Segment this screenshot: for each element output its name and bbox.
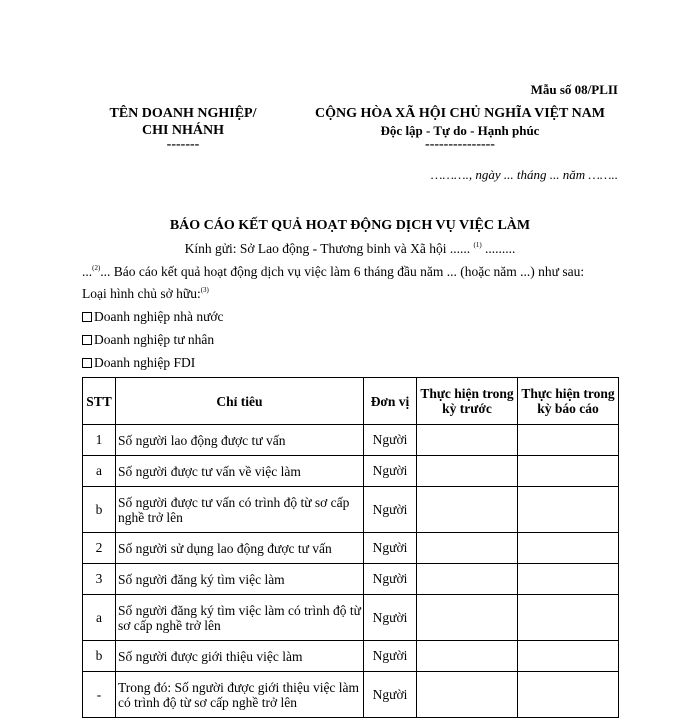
table-row: [83, 564, 619, 595]
row-current-value[interactable]: [518, 595, 619, 641]
header-stt: STT: [83, 378, 116, 425]
table-row: [83, 595, 619, 641]
row-indicator: Số người sử dụng lao động được tư vấn: [116, 533, 364, 564]
row-previous-value[interactable]: [417, 672, 518, 718]
recipient-footnote: (1): [473, 241, 482, 249]
row-previous-value[interactable]: [417, 456, 518, 487]
organization-divider: -------: [166, 137, 200, 152]
table-row: [83, 533, 619, 564]
checkbox-icon[interactable]: [82, 358, 92, 368]
organization-block: [88, 105, 278, 151]
form-number: Mẫu số 08/PLII: [530, 82, 618, 97]
option-label: Doanh nghiệp FDI: [94, 355, 196, 370]
row-current-value[interactable]: [518, 672, 619, 718]
nation-divider: ---------------: [425, 137, 495, 152]
row-previous-value[interactable]: [417, 533, 518, 564]
row-indicator: Trong đó: Số người được giới thiệu việc làm có trình độ từ sơ cấp nghề trở lên: [116, 672, 364, 718]
row-previous-value[interactable]: [417, 487, 518, 533]
row-unit: Người: [364, 672, 417, 718]
row-unit: Người: [364, 456, 417, 487]
row-unit: Người: [364, 595, 417, 641]
report-title: BÁO CÁO KẾT QUẢ HOẠT ĐỘNG DỊCH VỤ VIỆC LÀM: [169, 218, 531, 233]
row-indicator: Số người được tư vấn có trình độ từ sơ cấp nghề trở lên: [116, 487, 364, 533]
table-row: [83, 672, 619, 718]
row-stt: 3: [83, 564, 116, 595]
row-current-value[interactable]: [518, 641, 619, 672]
row-unit: Người: [364, 533, 417, 564]
option-fdi-enterprise[interactable]: [82, 355, 195, 371]
row-previous-value[interactable]: [417, 641, 518, 672]
option-label: Doanh nghiệp nhà nước: [94, 309, 224, 324]
ownership-label: [82, 286, 209, 302]
row-unit: Người: [364, 564, 417, 595]
header-unit: Đơn vị: [364, 378, 417, 425]
row-previous-value[interactable]: [417, 595, 518, 641]
row-indicator: Số người đăng ký tìm việc làm có trình độ từ sơ cấp nghề trở lên: [116, 595, 364, 641]
national-header: [300, 105, 620, 151]
row-stt: b: [83, 641, 116, 672]
row-current-value[interactable]: [518, 564, 619, 595]
recipient-text: Kính gửi: Sở Lao động - Thương binh và Xã hội ......: [184, 241, 474, 256]
table-row: [83, 456, 619, 487]
row-stt: 2: [83, 533, 116, 564]
ownership-footnote: (3): [200, 286, 209, 294]
row-indicator: Số người lao động được tư vấn: [116, 425, 364, 456]
row-stt: 1: [83, 425, 116, 456]
option-label: Doanh nghiệp tư nhân: [94, 332, 215, 347]
row-current-value[interactable]: [518, 425, 619, 456]
intro-lead: ...: [82, 264, 93, 279]
nation-motto: Độc lập - Tự do - Hạnh phúc: [380, 123, 540, 138]
row-stt: -: [83, 672, 116, 718]
row-unit: Người: [364, 425, 417, 456]
row-current-value[interactable]: [518, 456, 619, 487]
row-stt: a: [83, 456, 116, 487]
table-header-row: [83, 378, 619, 425]
intro-line: [82, 264, 584, 280]
row-unit: Người: [364, 487, 417, 533]
header-previous-period: Thực hiện trong kỳ trước: [417, 378, 518, 425]
header-indicator: Chỉ tiêu: [116, 378, 364, 425]
header-current-period: Thực hiện trong kỳ báo cáo: [518, 378, 619, 425]
table-row: [83, 425, 619, 456]
checkbox-icon[interactable]: [82, 312, 92, 322]
organization-line2: CHI NHÁNH: [141, 123, 225, 138]
row-indicator: Số người được giới thiệu việc làm: [116, 641, 364, 672]
checkbox-icon[interactable]: [82, 335, 92, 345]
row-unit: Người: [364, 641, 417, 672]
recipient-line: [0, 241, 700, 257]
intro-text: ... Báo cáo kết quả hoạt động dịch vụ việc làm 6 tháng đầu năm ... (hoặc năm ...) như sau:: [100, 264, 585, 279]
recipient-tail: .........: [481, 241, 516, 256]
table-row: [83, 487, 619, 533]
organization-line1: TÊN DOANH NGHIỆP/: [109, 106, 257, 121]
ownership-label-text: Loại hình chủ sở hữu:: [82, 286, 201, 301]
row-current-value[interactable]: [518, 487, 619, 533]
row-stt: b: [83, 487, 116, 533]
row-previous-value[interactable]: [417, 425, 518, 456]
option-state-enterprise[interactable]: [82, 309, 224, 325]
report-table: [82, 377, 619, 718]
row-stt: a: [83, 595, 116, 641]
table-row: [83, 641, 619, 672]
option-private-enterprise[interactable]: [82, 332, 214, 348]
date-line: ………., ngày ... tháng ... năm ……..: [430, 167, 618, 182]
row-indicator: Số người được tư vấn về việc làm: [116, 456, 364, 487]
row-previous-value[interactable]: [417, 564, 518, 595]
row-current-value[interactable]: [518, 533, 619, 564]
nation-name: CỘNG HÒA XÃ HỘI CHỦ NGHĨA VIỆT NAM: [314, 106, 605, 121]
intro-footnote: (2): [92, 264, 101, 272]
row-indicator: Số người đăng ký tìm việc làm: [116, 564, 364, 595]
